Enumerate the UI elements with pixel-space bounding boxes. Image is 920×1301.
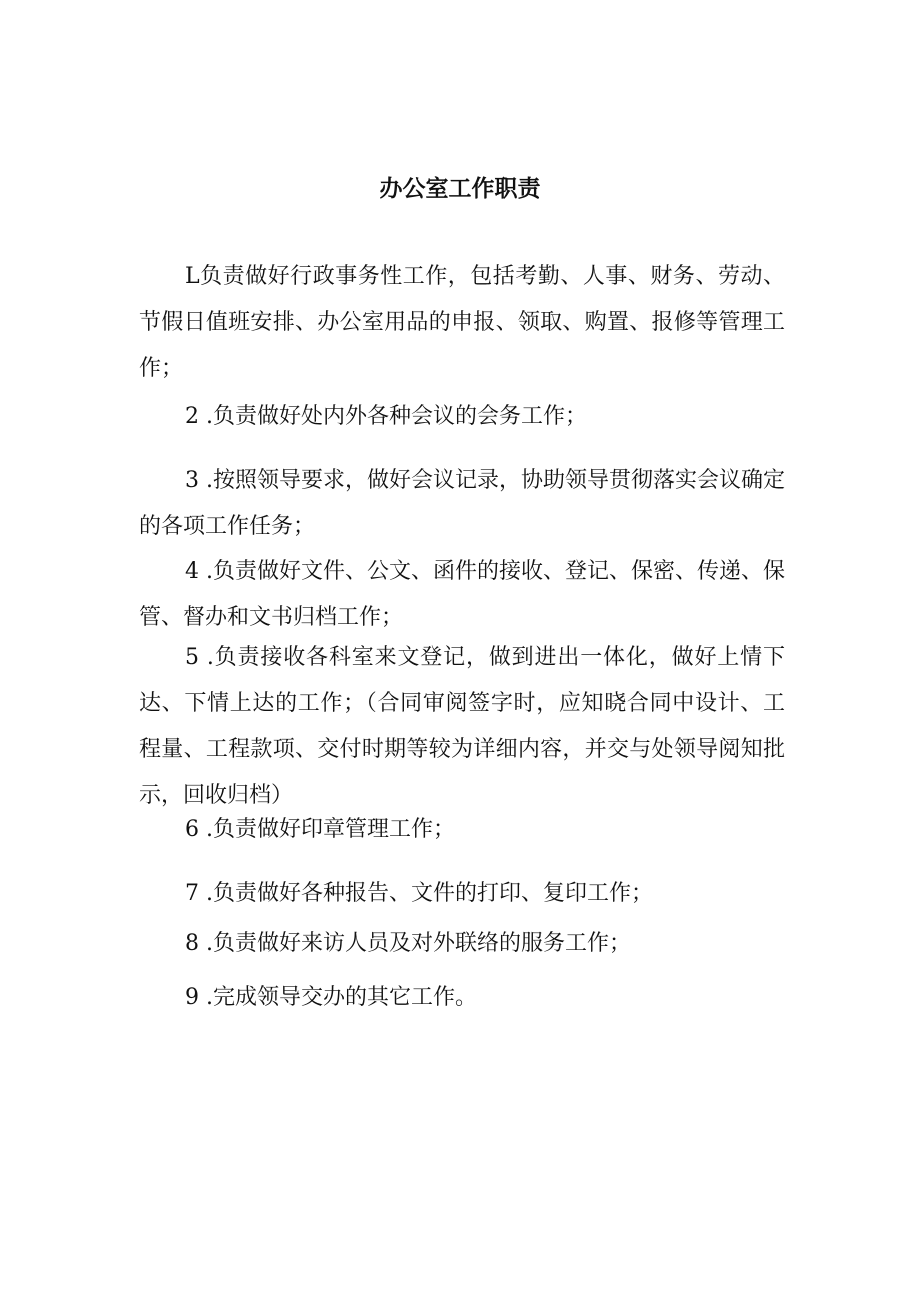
duty-item-6: 6 .负责做好印章管理工作； bbox=[185, 817, 455, 842]
duty-item-5: 5 .负责接收各科室来文登记，做到进出一体化，做好上情下达、下情上达的工作；（合同审阅签字时，应知晓合同中设计、工程量、工程款项、交付时期等较为详细内容，并交与处领导阅知批示，回收归档） bbox=[139, 645, 785, 808]
document-title: 办公室工作职责 bbox=[379, 175, 541, 202]
duty-item-1: L负责做好行政事务性工作，包括考勤、人事、财务、劳动、节假日值班安排、办公室用品的申报、领取、购置、报修等管理工作； bbox=[139, 264, 785, 381]
duty-item-8: 8 .负责做好来访人员及对外联络的服务工作； bbox=[185, 931, 631, 956]
duty-item-4: 4 .负责做好文件、公文、函件的接收、登记、保密、传递、保管、督办和文书归档工作； bbox=[139, 559, 785, 630]
duty-item-3: 3 .按照领导要求，做好会议记录，协助领导贯彻落实会议确定的各项工作任务； bbox=[139, 468, 785, 539]
duty-item-2: 2 .负责做好处内外各种会议的会务工作； bbox=[185, 404, 587, 429]
duty-item-7: 7 .负责做好各种报告、文件的打印、复印工作； bbox=[185, 881, 653, 906]
duty-item-9: 9 .完成领导交办的其它工作。 bbox=[185, 985, 477, 1010]
